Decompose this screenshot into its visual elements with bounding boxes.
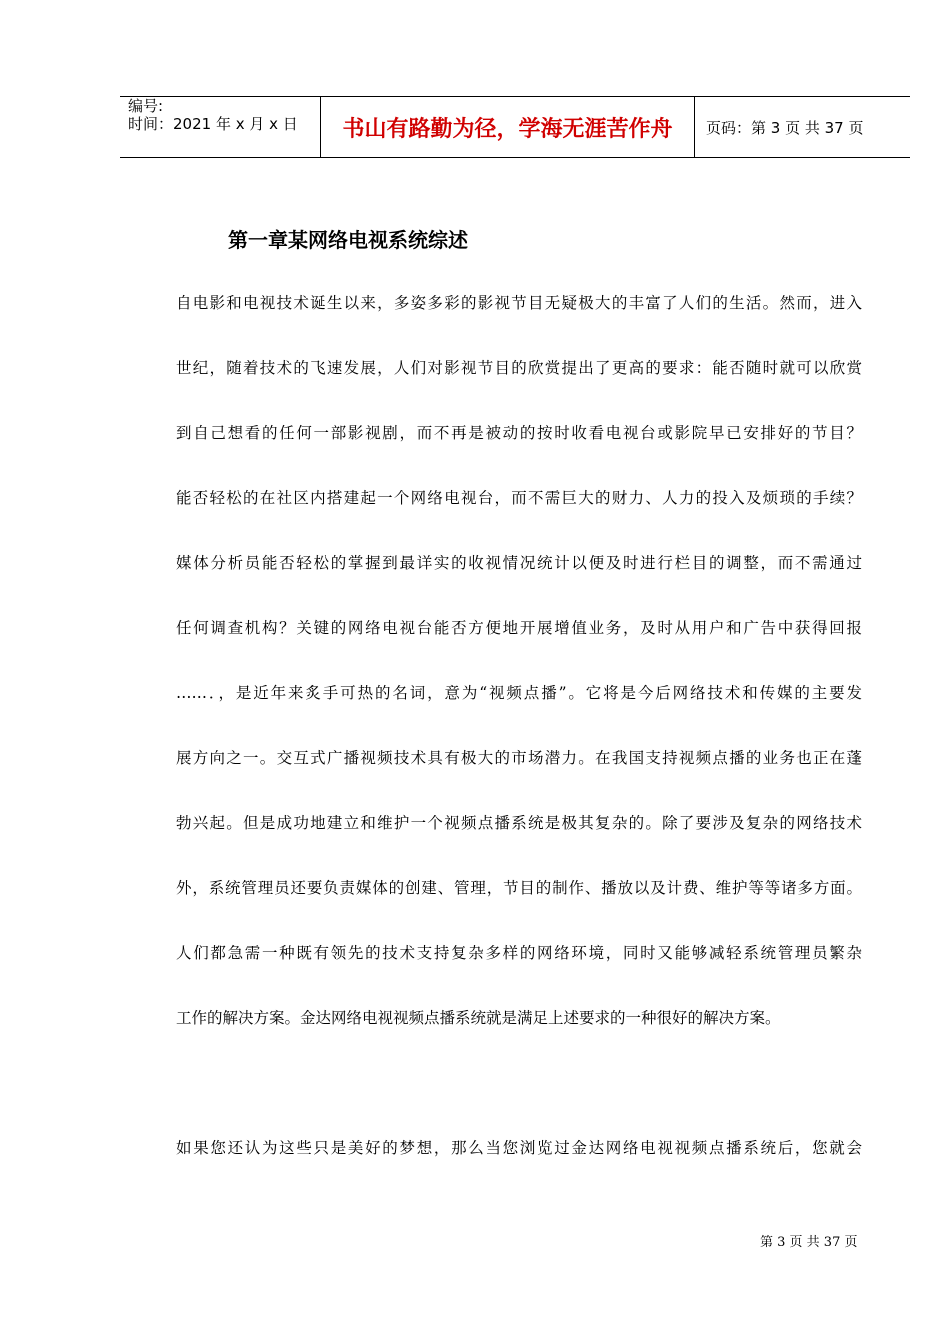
header-motto: 书山有路勤为径，学海无涯苦作舟 bbox=[342, 116, 673, 142]
paragraph-line: 媒体分析员能否轻松的掌握到最详实的收视情况统计以便及时进行栏目的调整，而不需通过 bbox=[176, 554, 862, 572]
header-divider bbox=[694, 97, 695, 157]
paragraph-line: 如果您还认为这些只是美好的梦想，那么当您浏览过金达网络电视视频点播系统后，您就会 bbox=[176, 1139, 862, 1157]
paragraph-line: 人们都急需一种既有领先的技术支持复杂多样的网络环境，同时又能够减轻系统管理员繁杂 bbox=[176, 944, 862, 962]
chapter-title: 第一章某网络电视系统综述 bbox=[228, 228, 468, 252]
paragraph-line: 到自己想看的任何一部影视剧，而不再是被动的按时收看电视台或影院早已安排好的节目？ bbox=[176, 424, 862, 442]
footer-page-info: 第 3 页 共 37 页 bbox=[760, 1235, 858, 1250]
paragraph-line: ……．，是近年来炙手可热的名词，意为“视频点播”。它将是今后网络技术和传媒的主要发 bbox=[176, 684, 862, 702]
paragraph-line: 展方向之一。交互式广播视频技术具有极大的市场潜力。在我国支持视频点播的业务也正在蓬 bbox=[176, 749, 862, 767]
paragraph-line: 能否轻松的在社区内搭建起一个网络电视台，而不需巨大的财力、人力的投入及烦琐的手续？ bbox=[176, 489, 862, 507]
number-label: 编号: bbox=[128, 97, 164, 115]
page-header bbox=[120, 96, 910, 158]
paragraph-line: 勃兴起。但是成功地建立和维护一个视频点播系统是极其复杂的。除了要涉及复杂的网络技术 bbox=[176, 814, 862, 832]
paragraph-line: 自电影和电视技术诞生以来，多姿多彩的影视节目无疑极大的丰富了人们的生活。然而，进入 bbox=[176, 294, 862, 312]
header-page-info: 页码：第 3 页 共 37 页 bbox=[706, 118, 864, 137]
paragraph-line: 任何调查机构？关键的网络电视台能否方便地开展增值业务，及时从用户和广告中获得回报 bbox=[176, 619, 862, 637]
body-text bbox=[176, 285, 862, 1195]
paragraph-line: 世纪，随着技术的飞速发展，人们对影视节目的欣赏提出了更高的要求：能否随时就可以欣赏 bbox=[176, 359, 862, 377]
header-meta bbox=[128, 97, 298, 133]
paragraph-gap bbox=[176, 1065, 862, 1130]
paragraph-line: 工作的解决方案。金达网络电视视频点播系统就是满足上述要求的一种很好的解决方案。 bbox=[176, 1009, 781, 1027]
paragraph-line: 外，系统管理员还要负责媒体的创建、管理，节目的制作、播放以及计费、维护等等诸多方面。 bbox=[176, 879, 862, 897]
time-label: 时间：2021 年 x 月 x 日 bbox=[128, 115, 298, 133]
